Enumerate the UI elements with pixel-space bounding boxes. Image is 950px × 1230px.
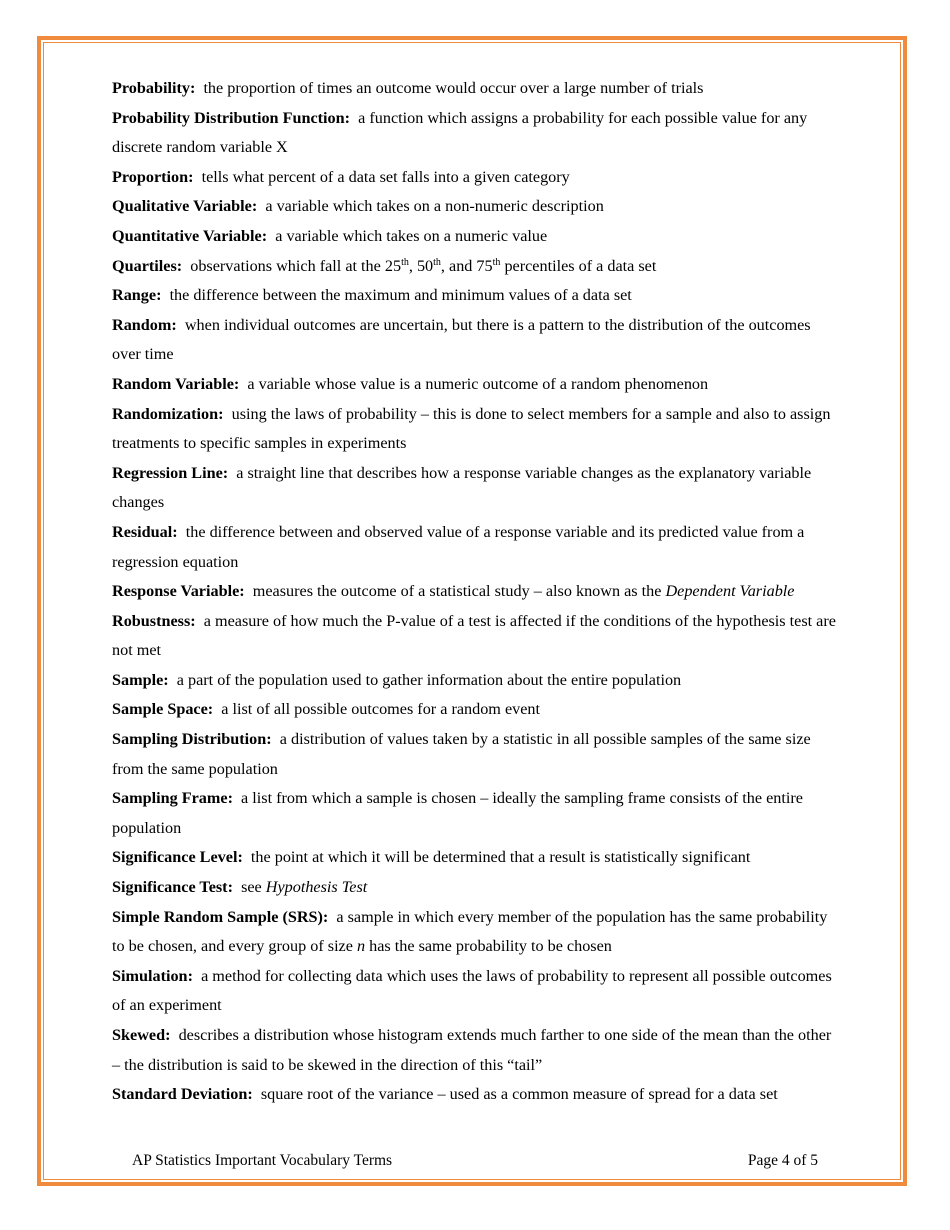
term: Response Variable : xyxy=(112,582,253,600)
glossary-entry xyxy=(112,74,842,104)
glossary-entry xyxy=(112,370,842,400)
term: Qualitative Variable : xyxy=(112,197,265,215)
definition: the point at which it will be determined that a result is statistically significant xyxy=(250,848,751,867)
glossary-entry xyxy=(112,192,842,222)
definition-part: percentiles of a data set xyxy=(500,256,657,275)
glossary-entry xyxy=(112,222,842,252)
glossary-entry xyxy=(112,400,842,459)
term: Range : xyxy=(112,286,170,304)
definition: the difference between and observed value of a response variable and its predicted value from a regression equation xyxy=(112,522,805,571)
definition: see xyxy=(241,878,266,897)
term: Robustness : xyxy=(112,612,204,630)
term: Sampling Frame : xyxy=(112,789,241,807)
glossary-entry xyxy=(112,281,842,311)
glossary-entry xyxy=(112,903,842,962)
glossary-entry xyxy=(112,104,842,163)
term: Regression Line : xyxy=(112,464,236,482)
footer-title: AP Statistics Important Vocabulary Terms xyxy=(132,1152,393,1169)
page-footer xyxy=(132,1152,818,1170)
definition: describes a distribution whose histogram extends much farther to one side of the mean than the other – the distribution is said to be skewed in the direction of this “tail” xyxy=(112,1026,832,1074)
glossary-list xyxy=(112,74,842,1110)
glossary-entry xyxy=(112,163,842,193)
definition: the difference between the maximum and minimum values of a data set xyxy=(169,286,632,305)
glossary-entry xyxy=(112,666,842,696)
term: Probability Distribution Function : xyxy=(112,109,358,127)
definition: a variable whose value is a numeric outcome of a random phenomenon xyxy=(247,374,709,393)
term: Significance Test : xyxy=(112,878,241,896)
glossary-entry xyxy=(112,784,842,843)
term: Randomization : xyxy=(112,405,232,423)
glossary-entry xyxy=(112,962,842,1021)
term: Simulation : xyxy=(112,967,201,985)
glossary-entry xyxy=(112,252,842,282)
superscript: th xyxy=(401,256,409,268)
definition: using the laws of probability – this is done to select members for a sample and also to assign treatments to specific samples in experiments xyxy=(112,404,831,453)
glossary-entry xyxy=(112,725,842,784)
definition: when individual outcomes are uncertain, but there is a pattern to the distribution of the outcomes over time xyxy=(112,315,811,364)
term: Sample : xyxy=(112,671,177,689)
superscript: th xyxy=(433,256,441,268)
definition-part: , 50 xyxy=(408,256,434,275)
term: Simple Random Sample (SRS) : xyxy=(112,908,336,926)
glossary-entry xyxy=(112,577,842,607)
definition-part: observations which fall at the 25 xyxy=(190,256,402,275)
term: Skewed : xyxy=(112,1026,179,1044)
definition-part: , and 75 xyxy=(440,256,493,275)
glossary-entry xyxy=(112,843,842,873)
definition-italic: Hypothesis Test xyxy=(265,878,368,897)
term: Random : xyxy=(112,316,185,334)
glossary-entry xyxy=(112,607,842,666)
definition: a function which assigns a probability for each possible value for any discrete random variable X xyxy=(112,108,808,157)
term: Sample Space : xyxy=(112,700,221,718)
glossary-entry xyxy=(112,1080,842,1110)
term: Standard Deviation : xyxy=(112,1085,261,1103)
definition-part: has the same probability to be chosen xyxy=(365,937,612,956)
definition: a part of the population used to gather information about the entire population xyxy=(176,670,682,689)
glossary-entry xyxy=(112,695,842,725)
definition: a measure of how much the P-value of a test is affected if the conditions of the hypothesis test are not met xyxy=(112,611,836,660)
glossary-entry xyxy=(112,459,842,518)
term: Quantitative Variable : xyxy=(112,227,275,245)
definition: the proportion of times an outcome would occur over a large number of trials xyxy=(203,79,704,97)
glossary-entry xyxy=(112,873,842,903)
definition: a list of all possible outcomes for a random event xyxy=(221,700,541,719)
term: Significance Level : xyxy=(112,848,251,866)
term: Quartiles : xyxy=(112,257,190,275)
definition: a straight line that describes how a response variable changes as the explanatory variable changes xyxy=(112,463,812,512)
term: Residual : xyxy=(112,523,186,541)
glossary-entry xyxy=(112,518,842,577)
definition: square root of the variance – used as a common measure of spread for a data set xyxy=(260,1085,778,1104)
definition: measures the outcome of a statistical study – also known as the xyxy=(252,582,666,601)
definition: a variable which takes on a numeric value xyxy=(275,226,548,245)
definition-part: a sample in which every member of the population has the same probability to be chosen, and every group of size xyxy=(112,907,828,956)
definition: a list from which a sample is chosen – ideally the sampling frame consists of the entire population xyxy=(112,789,803,837)
term: Random Variable : xyxy=(112,375,247,393)
term: Probability : xyxy=(112,79,203,97)
definition: a distribution of values taken by a statistic in all possible samples of the same size from the same population xyxy=(112,730,811,778)
definition: a method for collecting data which uses the laws of probability to represent all possible outcomes of an experiment xyxy=(112,966,832,1015)
definition: a variable which takes on a non-numeric description xyxy=(265,197,604,216)
page-number: Page 4 of 5 xyxy=(747,1152,818,1169)
definition-italic: Dependent Variable xyxy=(665,582,795,601)
definition-italic: n xyxy=(356,937,366,956)
definition: tells what percent of a data set falls into a given category xyxy=(201,167,570,186)
glossary-entry xyxy=(112,311,842,370)
term: Sampling Distribution : xyxy=(112,730,280,748)
superscript: th xyxy=(492,256,501,268)
glossary-entry xyxy=(112,1021,842,1080)
term: Proportion : xyxy=(112,168,202,186)
